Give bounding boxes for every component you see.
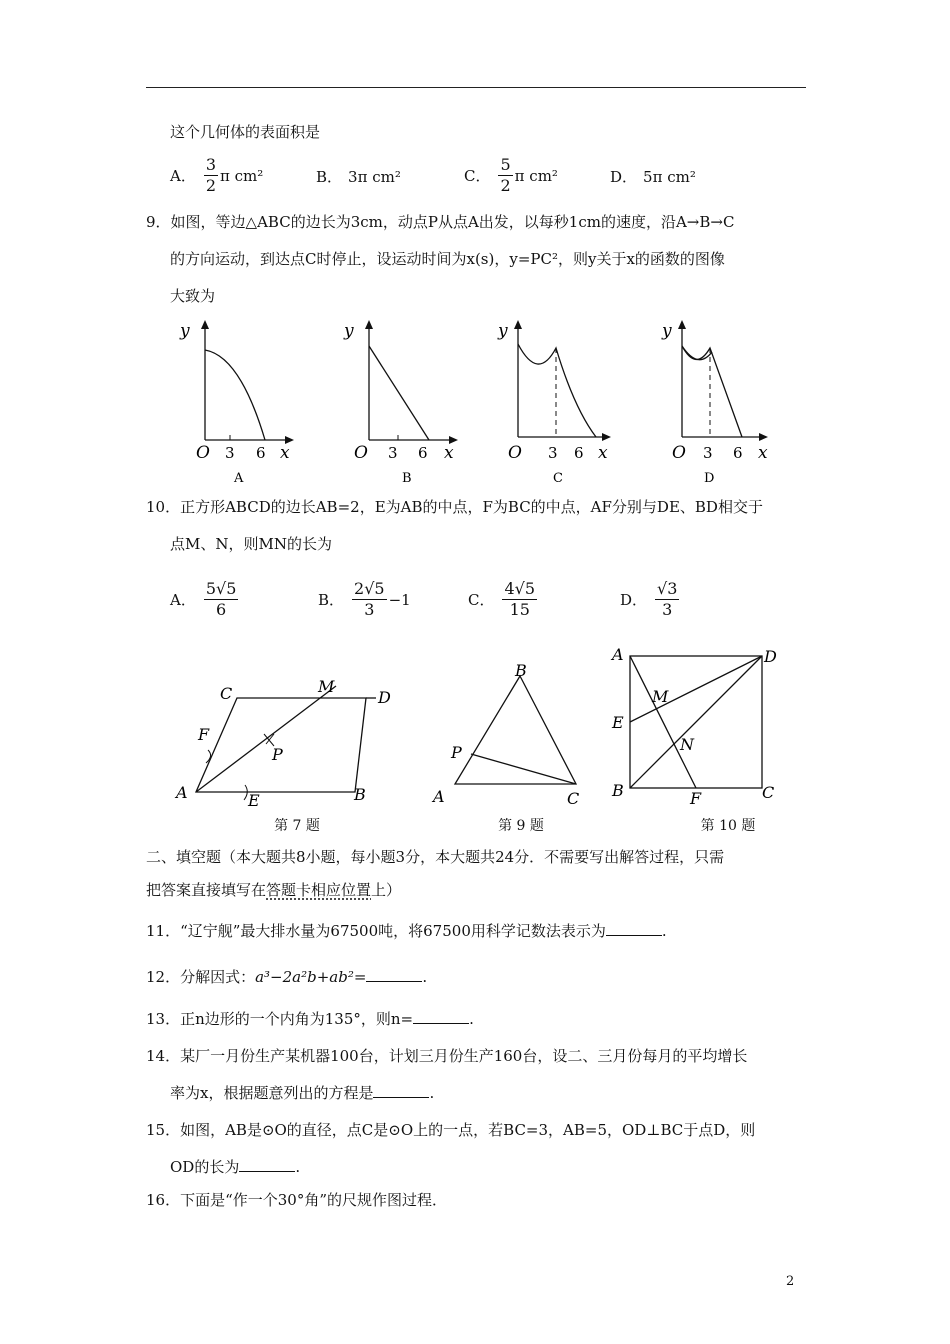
q15-line-1: 15．如图，AB是⊙O的直径，点C是⊙O上的一点，若BC=3，AB=5，OD⊥BC于点D，则 — [146, 1121, 756, 1139]
section-2-instruction: 把答案直接填写在答题卡相应位置上） — [146, 881, 402, 899]
q10-option-a: A． $\frac{5√5}{6}$ — [170, 579, 237, 619]
q9-graph-b-caption: B — [402, 471, 412, 486]
q9-graph-d-caption: D — [704, 471, 715, 486]
q9-graph-a-y-label: y — [180, 321, 190, 341]
q12-answer-blank — [366, 967, 422, 982]
q9-graph-b-origin: O — [354, 443, 368, 463]
q11-answer-blank — [606, 921, 662, 936]
q9-line-3: 大致为 — [170, 287, 216, 305]
fig10-label-a: A — [612, 645, 624, 664]
q10-option-a-fraction: $\frac{5√5}{6}$ — [205, 579, 237, 619]
q15-answer-blank — [239, 1157, 295, 1172]
q8-option-d: D． 5π cm² — [610, 167, 696, 186]
q9-graph-b — [334, 318, 474, 488]
q9-graph-a-tick-6: 6 — [256, 444, 266, 462]
q9-graph-d-y-label: y — [662, 321, 672, 341]
page-number: 2 — [786, 1274, 795, 1289]
fig7-label-b: B — [354, 785, 366, 804]
q9-graph-d-origin: O — [672, 443, 686, 463]
q16: 16．下面是“作一个30°角”的尺规作图过程． — [146, 1191, 448, 1209]
q11: 11．“辽宁舰”最大排水量为67500吨，将67500用科学记数法表示为 . — [146, 922, 667, 940]
figure-10 — [608, 640, 808, 812]
q12: 12．分解因式：a³−2a²b+ab²= . — [146, 968, 428, 986]
figure-7 — [170, 670, 400, 810]
fig7-label-e: E — [248, 791, 260, 810]
q13: 13．正n边形的一个内角为135°，则n= . — [146, 1010, 474, 1028]
fig7-label-a: A — [176, 783, 188, 802]
fig10-label-e: E — [612, 713, 624, 732]
fig9-label-p: P — [451, 743, 462, 762]
fig9-caption: 第 9 题 — [498, 818, 544, 834]
fig10-caption: 第 10 题 — [700, 818, 756, 834]
q9-line-1: 9．如图，等边△ABC的边长为3cm，动点P从点A出发，以每秒1cm的速度，沿A→B→C — [146, 213, 735, 231]
q9-graph-a-x-label: x — [280, 443, 290, 463]
header-rule — [146, 87, 806, 88]
q14-line-1: 14．某厂一月份生产某机器100台，计划三月份生产160台，设二、三月份每月的平均增长 — [146, 1047, 748, 1065]
q9-graph-d-tick-3: 3 — [703, 444, 713, 462]
fig7-label-p: P — [272, 745, 283, 764]
q8-stem: 这个几何体的表面积是 — [170, 123, 321, 141]
q14-answer-blank — [373, 1083, 429, 1098]
fig10-label-c: C — [762, 783, 775, 802]
q9-graph-d — [660, 318, 800, 488]
fig10-label-m: M — [652, 687, 669, 706]
q9-graph-c-caption: C — [553, 471, 563, 486]
q9-graph-b-y-label: y — [344, 321, 354, 341]
fig10-label-d: D — [764, 647, 777, 666]
q9-graph-a-origin: O — [196, 443, 210, 463]
fig9-label-c: C — [567, 789, 580, 808]
q13-answer-blank — [413, 1009, 469, 1024]
section-2-heading: 二、填空题（本大题共8小题，每小题3分，本大题共24分．不需要写出解答过程，只需 — [146, 848, 725, 866]
fig9-label-a: A — [433, 787, 445, 806]
q9-graph-c-tick-3: 3 — [548, 444, 558, 462]
q9-graph-a-caption: A — [234, 471, 244, 486]
q9-graph-c — [496, 318, 636, 488]
fig7-caption: 第 7 题 — [274, 818, 320, 834]
q9-graph-a-tick-3: 3 — [225, 444, 235, 462]
q8-option-a-fraction: $\frac{3}{2}$ — [205, 155, 217, 195]
q9-graph-d-tick-6: 6 — [733, 444, 743, 462]
answer-sheet-emphasis: 答题卡相应位置 — [266, 881, 372, 899]
fig7-label-f: F — [198, 725, 210, 744]
q9-line-2: 的方向运动，到达点C时停止，设运动时间为x(s)，y=PC²，则y关于x的函数的图像 — [170, 250, 725, 268]
q9-graph-b-tick-3: 3 — [388, 444, 398, 462]
q9-graph-a — [170, 318, 310, 488]
fig10-label-b: B — [612, 781, 624, 800]
q10-option-c-fraction: $\frac{4√5}{15}$ — [504, 579, 536, 619]
q10-option-b: B． $\frac{2√5}{3}$ −1 — [318, 579, 411, 619]
q9-graph-b-x-label: x — [444, 443, 454, 463]
figure-9 — [425, 660, 595, 810]
q10-line-2: 点M、N，则MN的长为 — [170, 535, 332, 553]
q10-line-1: 10．正方形ABCD的边长AB=2，E为AB的中点，F为BC的中点，AF分别与DE、BD相交于 — [146, 498, 763, 516]
fig7-label-m: M — [318, 677, 335, 696]
q10-option-d-fraction: $\frac{√3}{3}$ — [657, 579, 678, 619]
q8-option-c-fraction: $\frac{5}{2}$ — [500, 155, 511, 195]
q8-option-b: B． 3π cm² — [316, 167, 401, 186]
fig7-label-c: C — [220, 684, 233, 703]
q10-option-b-fraction: $\frac{2√5}{3}$ — [354, 579, 385, 619]
q9-graph-c-tick-6: 6 — [574, 444, 584, 462]
q10-option-d: D． $\frac{√3}{3}$ — [620, 579, 678, 619]
q15-line-2: OD的长为 . — [170, 1158, 301, 1176]
q8-option-a: A． $\frac{3}{2}$ π cm² — [170, 155, 264, 195]
q10-option-c: C． $\frac{4√5}{15}$ — [468, 579, 536, 619]
q9-graph-c-x-label: x — [598, 443, 608, 463]
q9-graph-b-tick-6: 6 — [418, 444, 428, 462]
fig10-label-n: N — [680, 735, 694, 754]
fig10-label-f: F — [690, 789, 702, 808]
q9-graph-c-y-label: y — [498, 321, 508, 341]
q12-expression: a³−2a²b+ab²= — [255, 968, 367, 986]
q9-graph-c-origin: O — [508, 443, 522, 463]
fig9-label-b: B — [515, 661, 527, 680]
q9-graph-d-x-label: x — [758, 443, 768, 463]
q8-option-c: C． $\frac{5}{2}$ π cm² — [464, 155, 558, 195]
fig7-label-d: D — [378, 688, 391, 707]
q14-line-2: 率为x，根据题意列出的方程是 . — [170, 1084, 435, 1102]
